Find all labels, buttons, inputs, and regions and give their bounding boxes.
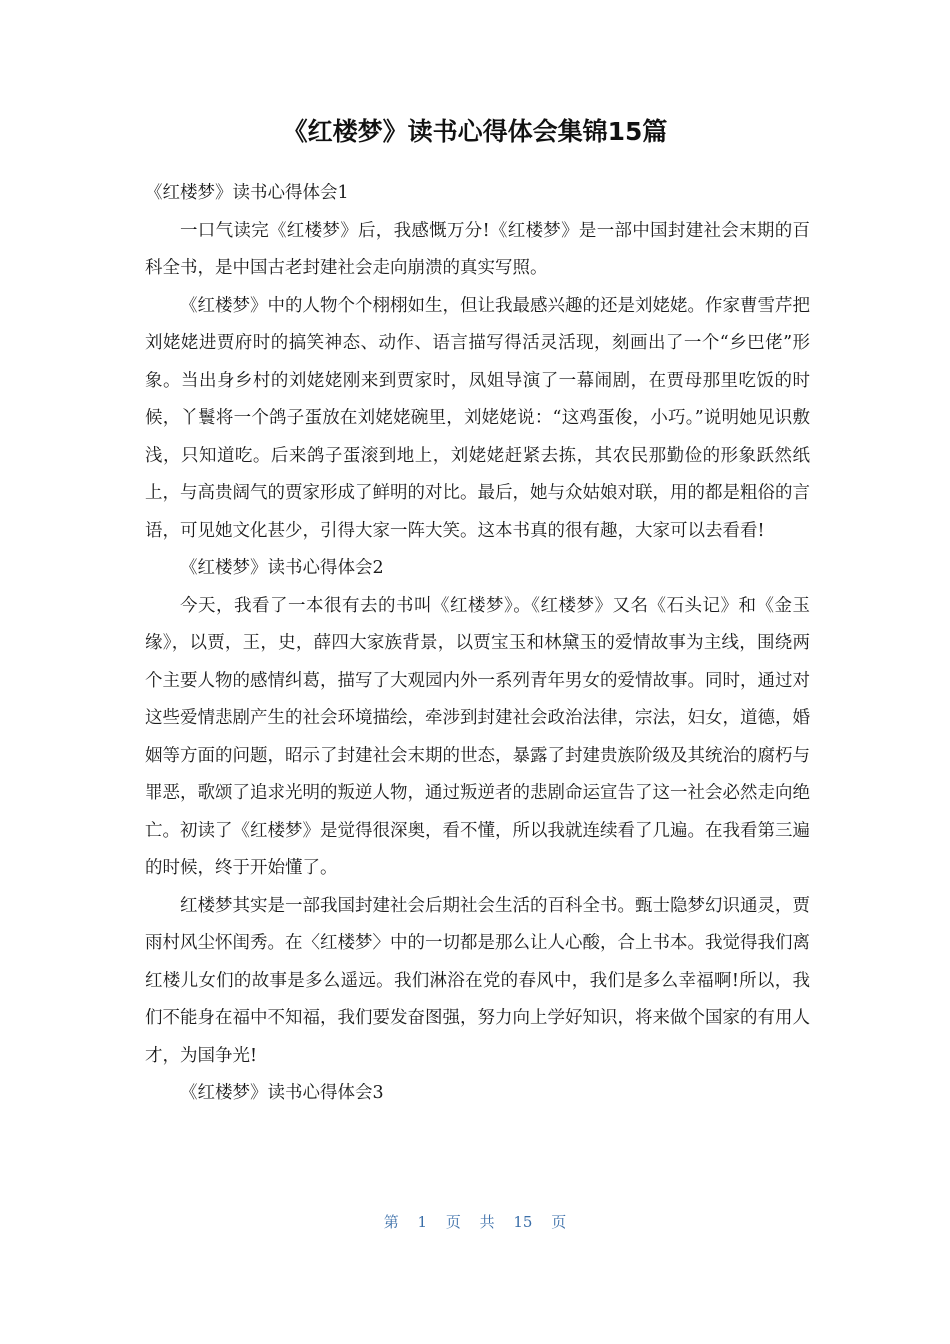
section-heading-1: 《红楼梦》读书心得体会1: [145, 183, 349, 203]
document-body: [145, 175, 810, 1113]
document-title: 《红楼梦》读书心得体会集锦15篇: [282, 117, 668, 146]
paragraph: 今天，我看了一本很有去的书叫《红楼梦》。《红楼梦》又名《石头记》和《金玉缘》，以贾，王，史，薛四大家族背景，以贾宝玉和林黛玉的爱情故事为主线，围绕两个主要人物的感情纠葛，描写了大观园内外一系列青年男女的爱情故事。同时，通过对这些爱情悲剧产生的社会环境描绘，牵涉到封建社会政治法律，宗法，妇女，道德，婚姻等方面的问题，昭示了封建社会末期的世态，暴露了封建贵族阶级及其统治的腐朽与罪恶，歌颂了追求光明的叛逆人物，通过叛逆者的悲剧命运宣告了这一社会必然走向绝亡。初读了《红楼梦》是觉得很深奥，看不懂，所以我就连续看了几遍。在我看第三遍的时候，终于开始懂了。: [145, 595, 810, 878]
page-number-footer: 第 1 页 共 15 页: [383, 1213, 567, 1231]
section-heading-2: 《红楼梦》读书心得体会2: [180, 558, 384, 578]
paragraph: 《红楼梦》中的人物个个栩栩如生，但让我最感兴趣的还是刘姥姥。作家曹雪芹把刘姥姥进贾府时的搞笑神态、动作、语言描写得活灵活现，刻画出了一个“乡巴佬”形象。当出身乡村的刘姥姥刚来到贾家时，凤姐导演了一幕闹剧，在贾母那里吃饭的时候，丫鬟将一个鸽子蛋放在刘姥姥碗里，刘姥姥说：“这鸡蛋俊，小巧。”说明她见识敷浅，只知道吃。后来鸽子蛋滚到地上，刘姥姥赶紧去拣，其农民那勤俭的形象跃然纸上，与高贵阔气的贾家形成了鲜明的对比。最后，她与众姑娘对联，用的都是粗俗的言语，可见她文化甚少，引得大家一阵大笑。这本书真的很有趣，大家可以去看看!: [145, 295, 810, 541]
paragraph: 红楼梦其实是一部我国封建社会后期社会生活的百科全书。甄士隐梦幻识通灵，贾雨村风尘怀闺秀。在〈红楼梦〉中的一切都是那么让人心酸，合上书本。我觉得我们离红楼儿女们的故事是多么遥远。我们淋浴在党的春风中，我们是多么幸福啊!所以，我们不能身在福中不知福，我们要发奋图强，努力向上学好知识，将来做个国家的有用人才，为国争光!: [145, 895, 810, 1066]
paragraph: 一口气读完《红楼梦》后，我感慨万分!《红楼梦》是一部中国封建社会末期的百科全书，是中国古老封建社会走向崩溃的真实写照。: [145, 220, 810, 278]
section-heading-3: 《红楼梦》读书心得体会3: [180, 1083, 384, 1103]
